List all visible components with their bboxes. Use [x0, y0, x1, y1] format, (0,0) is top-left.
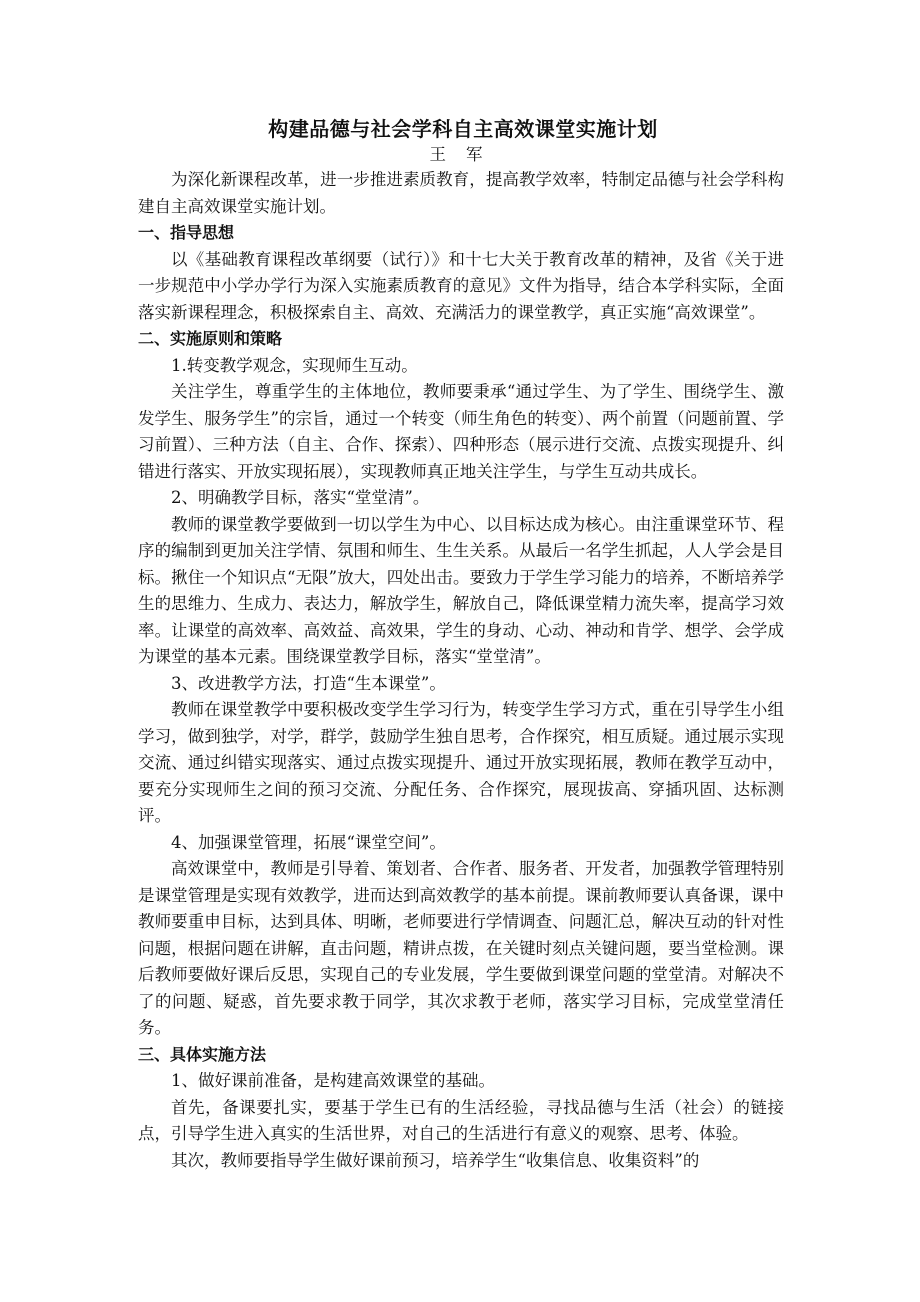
principle-2-title: 2、明确教学目标，落实“堂堂清”。	[171, 488, 430, 507]
document-author: 王军	[429, 145, 503, 164]
principle-4-title: 4、加强课堂管理，拓展“课堂空间”。	[171, 832, 446, 852]
principle-2-paragraph: 教师的课堂教学要做到一切以学生为中心、以目标达成为核心。由注重课堂环节、程序的编制到更加关注学情、氛围和师生、生生关系。从最后一名学生抓起，人人学会是目标。揪住一个知识点“无限”放大，四处出击。要致力于学生学习能力的培养，不断培养学生的思维力、生成力、表达力，解放学生，解放自己，降低课堂精力流失率，提高学习效率。让课堂的高效率、高效益、高效果，学生的身动、心动、神动和肯学、想学、会学成为课堂的基本元素。围绕课堂教学目标，落实“堂堂清”。	[138, 514, 784, 666]
method-1-paragraph-first: 首先，备课要扎实，要基于学生已有的生活经验，寻找品德与生活（社会）的链接点，引导学生进入真实的生活世界，对自己的生活进行有意义的观察、思考、体验。	[138, 1097, 784, 1143]
section-heading-methods: 三、具体实施方法	[138, 1044, 267, 1064]
section-heading-guiding-ideology: 一、指导思想	[138, 223, 235, 242]
guiding-ideology-paragraph: 以《基础教育课程改革纲要（试行）》和十七大关于教育改革的精神，及省《关于进一步规范中小学办学行为深入实施素质教育的意见》文件为指导，结合本学科实际，全面落实新课程理念，积极探索自主、高效、充满活力的课堂教学，真正实施“高效课堂”。	[138, 249, 784, 322]
section-heading-principles: 二、实施原则和策略	[138, 329, 283, 348]
principle-3-title: 3、改进教学方法，打造“生本课堂”。	[171, 673, 446, 693]
intro-paragraph: 为深化新课程改革，进一步推进素质教育，提高教学效率，特制定品德与社会学科构建自主高效课堂实施计划。	[138, 170, 784, 216]
method-1-title: 1、做好课前准备，是构建高效课堂的基础。	[171, 1071, 495, 1090]
principle-1-paragraph: 关注学生，尊重学生的主体地位，教师要秉承“通过学生、为了学生、围绕学生、激发学生、服务学生”的宗旨，通过一个转变（师生角色的转变）、两个前置（问题前置、学习前置）、三种方法（自主、合作、探索）、四种形态（展示进行交流、点拨实现提升、纠错进行落实、开放实现拓展），实现教师真正地关注学生，与学生互动共成长。	[138, 382, 784, 481]
principle-3-paragraph: 教师在课堂教学中要积极改变学生学习行为，转变学生学习方式，重在引导学生小组学习，做到独学，对学，群学，鼓励学生独自思考，合作探究，相互质疑。通过展示实现交流、通过纠错实现落实、通过点拨实现提升、通过开放实现拓展，教师在教学互动中，要充分实现师生之间的预习交流、分配任务、合作探究，展现拔高、穿插巩固、达标测评。	[138, 700, 784, 825]
document-title: 构建品德与社会学科自主高效课堂实施计划	[268, 117, 658, 141]
method-1-paragraph-second: 其次，教师要指导学生做好课前预习，培养学生“收集信息、收集资料”的	[171, 1150, 700, 1170]
principle-4-paragraph: 高效课堂中，教师是引导着、策划者、合作者、服务者、开发者，加强教学管理特别是课堂管理是实现有效教学，进而达到高效教学的基本前提。课前教师要认真备课，课中教师要重申目标，达到具体、明晰，老师要进行学情调查、问题汇总，解决互动的针对性问题，根据问题在讲解，直击问题，精讲点拨，在关键时刻点关键问题，要当堂检测。课后教师要做好课后反思，实现自己的专业发展，学生要做到课堂问题的堂堂清。对解决不了的问题、疑惑，首先要求教于同学，其次求教于老师，落实学习目标，完成堂堂清任务。	[138, 859, 784, 1037]
principle-1-title: 1.转变教学观念，实现师生互动。	[171, 355, 418, 375]
document-body	[138, 115, 784, 1174]
